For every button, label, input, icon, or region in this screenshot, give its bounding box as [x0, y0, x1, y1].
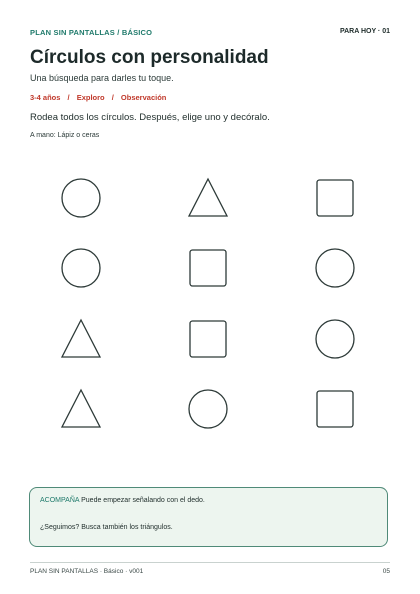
- activity-instruction: Rodea todos los círculos. Después, elige uno y decóralo.: [30, 112, 270, 123]
- guidance-label: ACOMPAÑA: [40, 497, 80, 504]
- shape-square[interactable]: [317, 391, 353, 427]
- guidance-note-box: [29, 487, 388, 547]
- shape-triangle[interactable]: [62, 390, 100, 427]
- footer-text: PLAN SIN PANTALLAS · Básico · v001: [30, 568, 144, 575]
- shape-square[interactable]: [317, 180, 353, 216]
- page-subtitle: Una búsqueda para darles tu toque.: [30, 73, 174, 83]
- shape-circle[interactable]: [189, 390, 227, 428]
- page-title: Círculos con personalidad: [30, 47, 269, 68]
- shape-circle[interactable]: [62, 179, 100, 217]
- materials-note: A mano: Lápiz o ceras: [30, 132, 100, 139]
- activity-skill: Observación: [120, 93, 167, 102]
- shape-grid: [30, 160, 390, 460]
- meta-separator: /: [111, 93, 114, 102]
- shape-square[interactable]: [190, 321, 226, 357]
- activity-category: Exploro: [76, 93, 105, 102]
- worksheet-series: PLAN SIN PANTALLAS / BÁSICO: [30, 28, 153, 37]
- meta-separator: /: [67, 93, 70, 102]
- shape-triangle[interactable]: [189, 179, 227, 216]
- age-range: 3-4 años: [30, 93, 61, 102]
- shape-square[interactable]: [190, 250, 226, 286]
- shape-circle[interactable]: [316, 249, 354, 287]
- activity-meta: [30, 93, 166, 102]
- guidance-text: Puede empezar señalando con el dedo.: [81, 497, 205, 504]
- worksheet-tag: PARA HOY · 01: [339, 28, 390, 35]
- shape-circle[interactable]: [62, 249, 100, 287]
- guidance-note: [40, 497, 205, 504]
- shape-triangle[interactable]: [62, 320, 100, 357]
- page-number: 05: [382, 568, 390, 575]
- footer-divider: [30, 562, 390, 563]
- shape-circle[interactable]: [316, 320, 354, 358]
- follow-up-prompt: ¿Seguimos? Busca también los triángulos.: [40, 524, 173, 531]
